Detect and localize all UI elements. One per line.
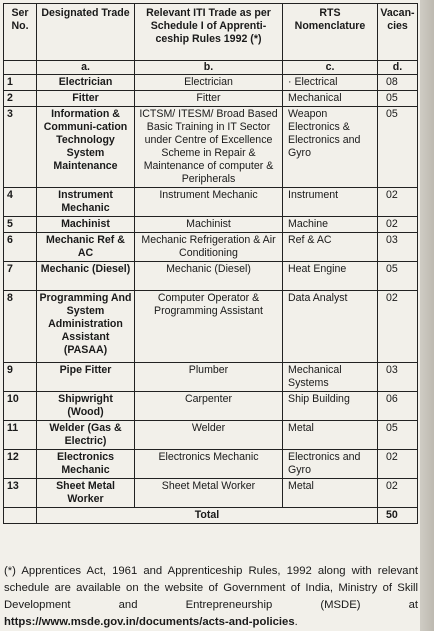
vacancies-cell: 02 bbox=[378, 291, 418, 363]
trade-cell: Machinist bbox=[37, 217, 135, 233]
iti-trade-cell: Instrument Mechanic bbox=[135, 188, 283, 217]
header-ser-no: Ser No. bbox=[4, 4, 37, 61]
page-edge bbox=[420, 0, 434, 631]
table-row bbox=[4, 75, 418, 91]
rts-cell: Ref & AC bbox=[283, 233, 378, 262]
vacancies-cell: 03 bbox=[378, 233, 418, 262]
ser-cell: 6 bbox=[4, 233, 37, 262]
letter-a: a. bbox=[37, 61, 135, 75]
header-rts-nomenclature: RTS Nomenclature bbox=[283, 4, 378, 61]
rts-cell: Metal bbox=[283, 479, 378, 508]
rts-cell: · Electrical bbox=[283, 75, 378, 91]
ser-cell: 10 bbox=[4, 392, 37, 421]
ser-cell: 12 bbox=[4, 450, 37, 479]
table-row bbox=[4, 91, 418, 107]
vacancies-cell: 03 bbox=[378, 363, 418, 392]
header-vacancies: Vacan-cies bbox=[378, 4, 418, 61]
footnote-end: . bbox=[294, 616, 298, 628]
iti-trade-cell: Electronics Mechanic bbox=[135, 450, 283, 479]
vacancies-cell: 08 bbox=[378, 75, 418, 91]
total-value: 50 bbox=[378, 508, 418, 524]
iti-trade-cell: Welder bbox=[135, 421, 283, 450]
ser-cell: 9 bbox=[4, 363, 37, 392]
rts-cell: Electronics and Gyro bbox=[283, 450, 378, 479]
vacancies-cell: 05 bbox=[378, 421, 418, 450]
header-designated-trade: Designated Trade bbox=[37, 4, 135, 61]
footnote bbox=[4, 563, 418, 631]
total-row bbox=[4, 508, 418, 524]
total-label: Total bbox=[37, 508, 378, 524]
iti-trade-cell: Mechanic Refrigeration & Air Conditioning bbox=[135, 233, 283, 262]
rts-cell: Instrument bbox=[283, 188, 378, 217]
ser-cell: 11 bbox=[4, 421, 37, 450]
iti-trade-cell: Computer Operator & Programming Assistant bbox=[135, 291, 283, 363]
table-row bbox=[4, 291, 418, 363]
table-row bbox=[4, 392, 418, 421]
trade-cell: Electrician bbox=[37, 75, 135, 91]
trade-cell: Instrument Mechanic bbox=[37, 188, 135, 217]
vacancies-cell: 02 bbox=[378, 479, 418, 508]
vacancies-cell: 05 bbox=[378, 262, 418, 291]
ser-cell: 5 bbox=[4, 217, 37, 233]
letter-blank bbox=[4, 61, 37, 75]
ser-cell: 8 bbox=[4, 291, 37, 363]
ser-cell: 2 bbox=[4, 91, 37, 107]
column-letter-row bbox=[4, 61, 418, 75]
trade-cell: Fitter bbox=[37, 91, 135, 107]
table-row bbox=[4, 262, 418, 291]
ser-cell: 13 bbox=[4, 479, 37, 508]
ser-cell: 3 bbox=[4, 107, 37, 188]
ser-cell: 4 bbox=[4, 188, 37, 217]
iti-trade-cell: Sheet Metal Worker bbox=[135, 479, 283, 508]
table-row bbox=[4, 188, 418, 217]
rts-cell: Mechanical bbox=[283, 91, 378, 107]
trade-cell: Mechanic Ref & AC bbox=[37, 233, 135, 262]
iti-trade-cell: Machinist bbox=[135, 217, 283, 233]
vacancies-cell: 06 bbox=[378, 392, 418, 421]
table-row bbox=[4, 233, 418, 262]
iti-trade-cell: Mechanic (Diesel) bbox=[135, 262, 283, 291]
vacancies-cell: 05 bbox=[378, 107, 418, 188]
vacancies-cell: 02 bbox=[378, 188, 418, 217]
vacancies-cell: 02 bbox=[378, 450, 418, 479]
vacancy-table bbox=[3, 3, 418, 524]
rts-cell: Machine bbox=[283, 217, 378, 233]
rts-cell: Mechanical Systems bbox=[283, 363, 378, 392]
table-row bbox=[4, 107, 418, 188]
table-row bbox=[4, 450, 418, 479]
iti-trade-cell: Fitter bbox=[135, 91, 283, 107]
iti-trade-cell: ICTSM/ ITESM/ Broad Based Basic Training in IT Sector under Centre of Excellence Scheme in Repair & Maintenance of computer & Peripherals bbox=[135, 107, 283, 188]
header-iti-trade: Relevant ITI Trade as per Schedule I of Apprenti-ceship Rules 1992 (*) bbox=[135, 4, 283, 61]
rts-cell: Ship Building bbox=[283, 392, 378, 421]
table-row bbox=[4, 421, 418, 450]
msde-link[interactable]: https://www.msde.gov.in/documents/acts-and-policies bbox=[4, 616, 295, 628]
trade-cell: Sheet Metal Worker bbox=[37, 479, 135, 508]
footnote-text: (*) Apprentices Act, 1961 and Apprenticeship Rules, 1992 along with relevant schedule are available on the website of Government of India, Ministry of Skill Development and Entrepreneurship (MSDE) at bbox=[4, 565, 418, 611]
vacancies-cell: 05 bbox=[378, 91, 418, 107]
table-row bbox=[4, 479, 418, 508]
trade-cell: Electronics Mechanic bbox=[37, 450, 135, 479]
letter-c: c. bbox=[283, 61, 378, 75]
trade-cell: Information & Communi-cation Technology System Maintenance bbox=[37, 107, 135, 188]
iti-trade-cell: Electrician bbox=[135, 75, 283, 91]
table-row bbox=[4, 217, 418, 233]
letter-b: b. bbox=[135, 61, 283, 75]
trade-cell: Shipwright (Wood) bbox=[37, 392, 135, 421]
iti-trade-cell: Carpenter bbox=[135, 392, 283, 421]
rts-cell: Heat Engine bbox=[283, 262, 378, 291]
table-row bbox=[4, 363, 418, 392]
vacancies-cell: 02 bbox=[378, 217, 418, 233]
iti-trade-cell: Plumber bbox=[135, 363, 283, 392]
trade-cell: Pipe Fitter bbox=[37, 363, 135, 392]
ser-cell: 1 bbox=[4, 75, 37, 91]
rts-cell: Weapon Electronics & Electronics and Gyro bbox=[283, 107, 378, 188]
letter-d: d. bbox=[378, 61, 418, 75]
trade-cell: Programming And System Administration Assistant (PASAA) bbox=[37, 291, 135, 363]
ser-cell: 7 bbox=[4, 262, 37, 291]
trade-cell: Welder (Gas & Electric) bbox=[37, 421, 135, 450]
table-header-row bbox=[4, 4, 418, 61]
rts-cell: Metal bbox=[283, 421, 378, 450]
trade-cell: Mechanic (Diesel) bbox=[37, 262, 135, 291]
rts-cell: Data Analyst bbox=[283, 291, 378, 363]
